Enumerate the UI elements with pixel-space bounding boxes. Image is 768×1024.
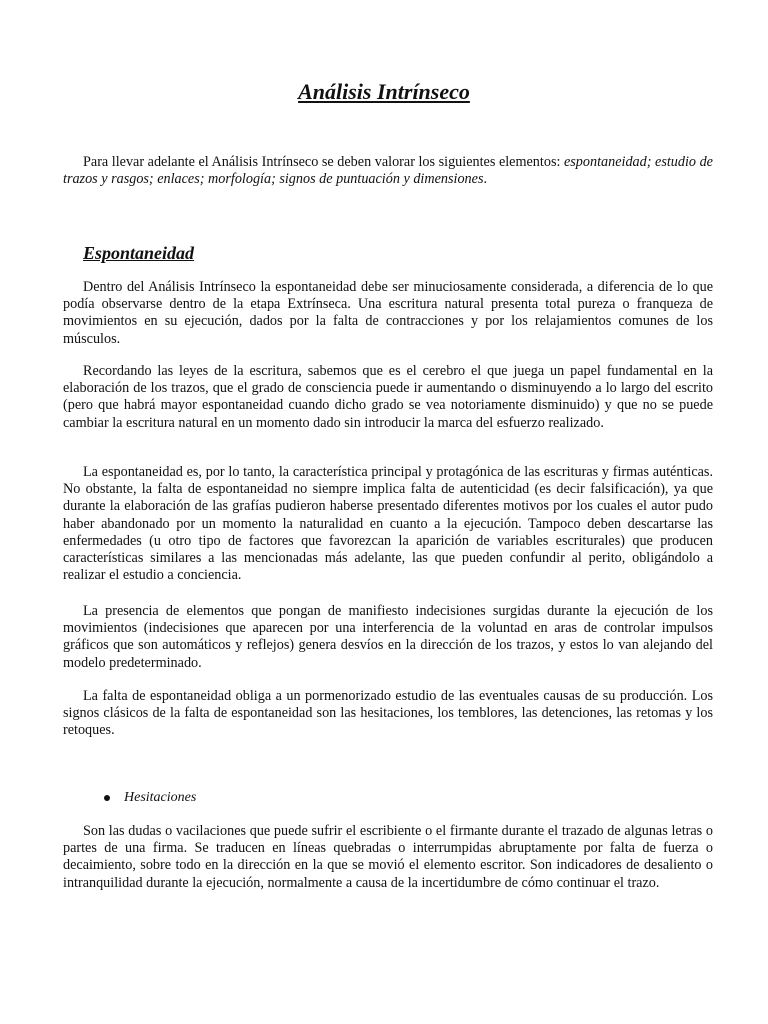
bullet-label: Hesitaciones bbox=[124, 790, 197, 805]
intro-period: . bbox=[483, 171, 488, 188]
page-title: Análisis Intrínseco bbox=[298, 79, 470, 104]
intro-elements-list: espontaneidad; estudio de trazos y rasgos; enlaces; morfología; signos de puntuación y dimensiones bbox=[63, 154, 713, 188]
paragraph: La presencia de elementos que pongan de manifiesto indecisiones surgidas durante la ejecución de los movimientos (indecisiones que aparecen por una interferencia de la voluntad en aras de controlar impulsos gráficos que son automáticos y reflejos) genera desvíos en la dirección de los trazos, y estos lo van alejando del modelo predeterminado. bbox=[63, 603, 713, 671]
paragraph: Son las dudas o vacilaciones que puede sufrir el escribiente o el firmante durante el trazado de algunas letras o partes de una firma. Se traducen en líneas quebradas o interrumpidas abruptamente por falta de fuerza o decaimiento, sobre todo en la dirección en la que se movió el elemento escritor. Son indicadores de desaliento o intranquilidad durante la ejecución, normalmente a causa de la incertidumbre de cómo continuar el trazo. bbox=[63, 823, 713, 891]
intro-text: Para llevar adelante el Análisis Intrínseco se deben valorar los siguientes elementos: bbox=[83, 154, 564, 170]
paragraph: Dentro del Análisis Intrínseco la espontaneidad debe ser minuciosamente considerada, a diferencia de lo que podía observarse dentro de la etapa Extrínseca. Una escritura natural presenta total pureza o franqueza de movimientos en su ejecución, dados por la falta de contracciones y por los relajamientos comunes de los músculos. bbox=[63, 279, 713, 347]
intro-paragraph bbox=[63, 154, 713, 188]
bullet-icon bbox=[104, 795, 110, 801]
paragraph: La falta de espontaneidad obliga a un pormenorizado estudio de las eventuales causas de su producción. Los signos clásicos de la falta de espontaneidad son las hesitaciones, los temblores, las detenciones, las retomas y los retoques. bbox=[63, 688, 713, 739]
paragraph: Recordando las leyes de la escritura, sabemos que es el cerebro el que juega un papel fundamental en la elaboración de los trazos, que el grado de consciencia puede ir aumentando o disminuyendo a lo largo del escrito (pero que habrá mayor espontaneidad cuando dicho grado se vea notoriamente disminuido) y que no se puede cambiar la escritura natural en un momento dado sin introducir la marca del esfuerzo realizado. bbox=[63, 363, 713, 431]
paragraph: La espontaneidad es, por lo tanto, la característica principal y protagónica de las escrituras y firmas auténticas. No obstante, la falta de espontaneidad no siempre implica falta de autenticidad (es decir falsificación), ya que durante la elaboración de las grafías pudieron haberse presentado diferentes motivos por los cuales el autor pudo haber abandonado por un momento la naturalidad en cuanto a la ejecución. Tampoco deben descartarse las enfermedades (u otro tipo de factores que favorezcan la aparición de variables escriturales) que producen características similares a las mencionadas más adelante, las que pueden confundir al perito, obligándolo a realizar el estudio a conciencia. bbox=[63, 464, 713, 584]
bullet-item bbox=[104, 789, 196, 807]
section-heading: Espontaneidad bbox=[83, 243, 195, 263]
